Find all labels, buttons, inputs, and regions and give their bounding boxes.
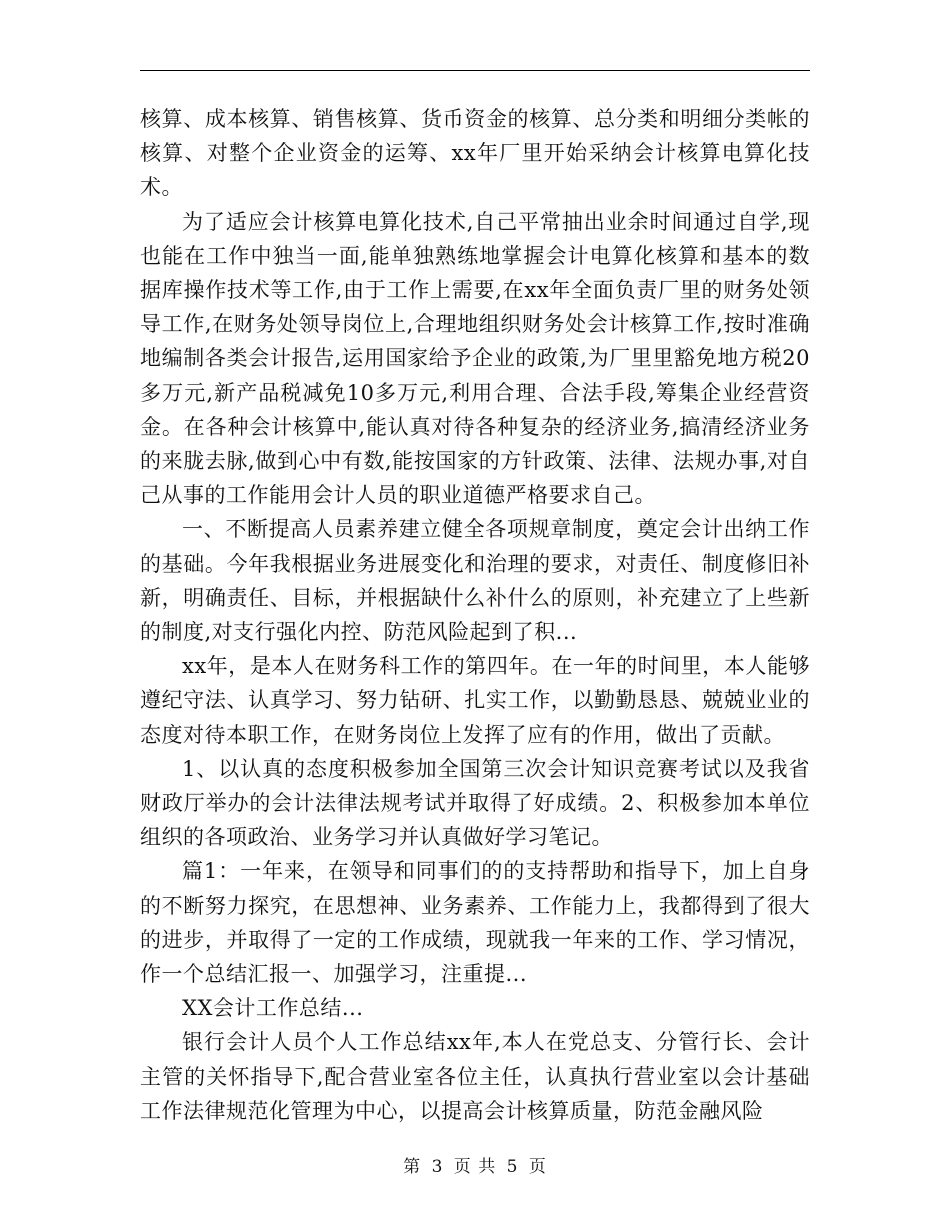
footer-page-number: 3 [431,1157,444,1177]
header-rule [140,70,810,71]
footer-total-pages: 5 [506,1157,519,1177]
paragraph-6: 篇1：一年来，在领导和同事们的的支持帮助和指导下，加上自身的不断努力探究，在思想神、业务素养、工作能力上，我都得到了很大的进步，并取得了一定的工作成绩，现就我一年来的工作、学习情况，作一个总结汇报一、加强学习，注重提... [140,859,810,987]
paragraph-2: 为了适应会计核算电算化技术,自己平常抽出业余时间通过自学,现也能在工作中独当一面,能单独熟练地掌握会计电算化核算和基本的数据库操作技术等工作,由于工作上需要,在xx年全面负责厂里的财务处领导工作,在财务处领导岗位上,合理地组织财务处会计核算工作,按时准确地编制各类会计报告,运用国家给予企业的政策,为厂里里豁免地方税20多万元,新产品税减免10多万元,利用合理、合法手段,筹集企业经营资金。在各种会计核算中,能认真对待各种复杂的经济业务,搞清经济业务的来胧去脉,做到心中有数,能按国家的方针政策、法律、法规办事,对自己从事的工作能用会计人员的职业道德严格要求自己。 [140,209,810,508]
paragraph-8: 银行会计人员个人工作总结xx年,本人在党总支、分管行长、会计主管的关怀指导下,配合营业室各位主任，认真执行营业室以会计基础工作法律规范化管理为中心，以提高会计核算质量，防范金融风险 [140,1030,810,1123]
paragraph-3: 一、不断提高人员素养建立健全各项规章制度，奠定会计出纳工作的基础。今年我根据业务进展变化和治理的要求，对责任、制度修旧补新，明确责任、目标，并根据缺什么补什么的原则，补充建立了上些新的制度,对支行强化内控、防范风险起到了积... [140,517,810,645]
footer-suffix: 页 [528,1157,547,1177]
paragraph-4: xx年，是本人在财务科工作的第四年。在一年的时间里，本人能够遵纪守法、认真学习、努力钻研、扎实工作，以勤勤恳恳、兢兢业业的态度对待本职工作，在财务岗位上发挥了应有的作用，做出了贡献。 [140,654,810,747]
page-footer [0,1152,950,1177]
footer-prefix: 第 [403,1157,422,1177]
paragraph-5: 1、以认真的态度积极参加全国第三次会计知识竞赛考试以及我省财政厅举办的会计法律法规考试并取得了好成绩。2、积极参加本单位组织的各项政治、业务学习并认真做好学习笔记。 [140,756,810,850]
paragraph-1: 核算、成本核算、销售核算、货币资金的核算、总分类和明细分类帐的核算、对整个企业资金的运筹、xx年厂里开始采纳会计核算电算化技术。 [140,107,810,200]
footer-middle: 页 共 [453,1157,497,1177]
paragraph-7: XX会计工作总结... [182,996,364,1021]
document-body [140,102,810,1128]
